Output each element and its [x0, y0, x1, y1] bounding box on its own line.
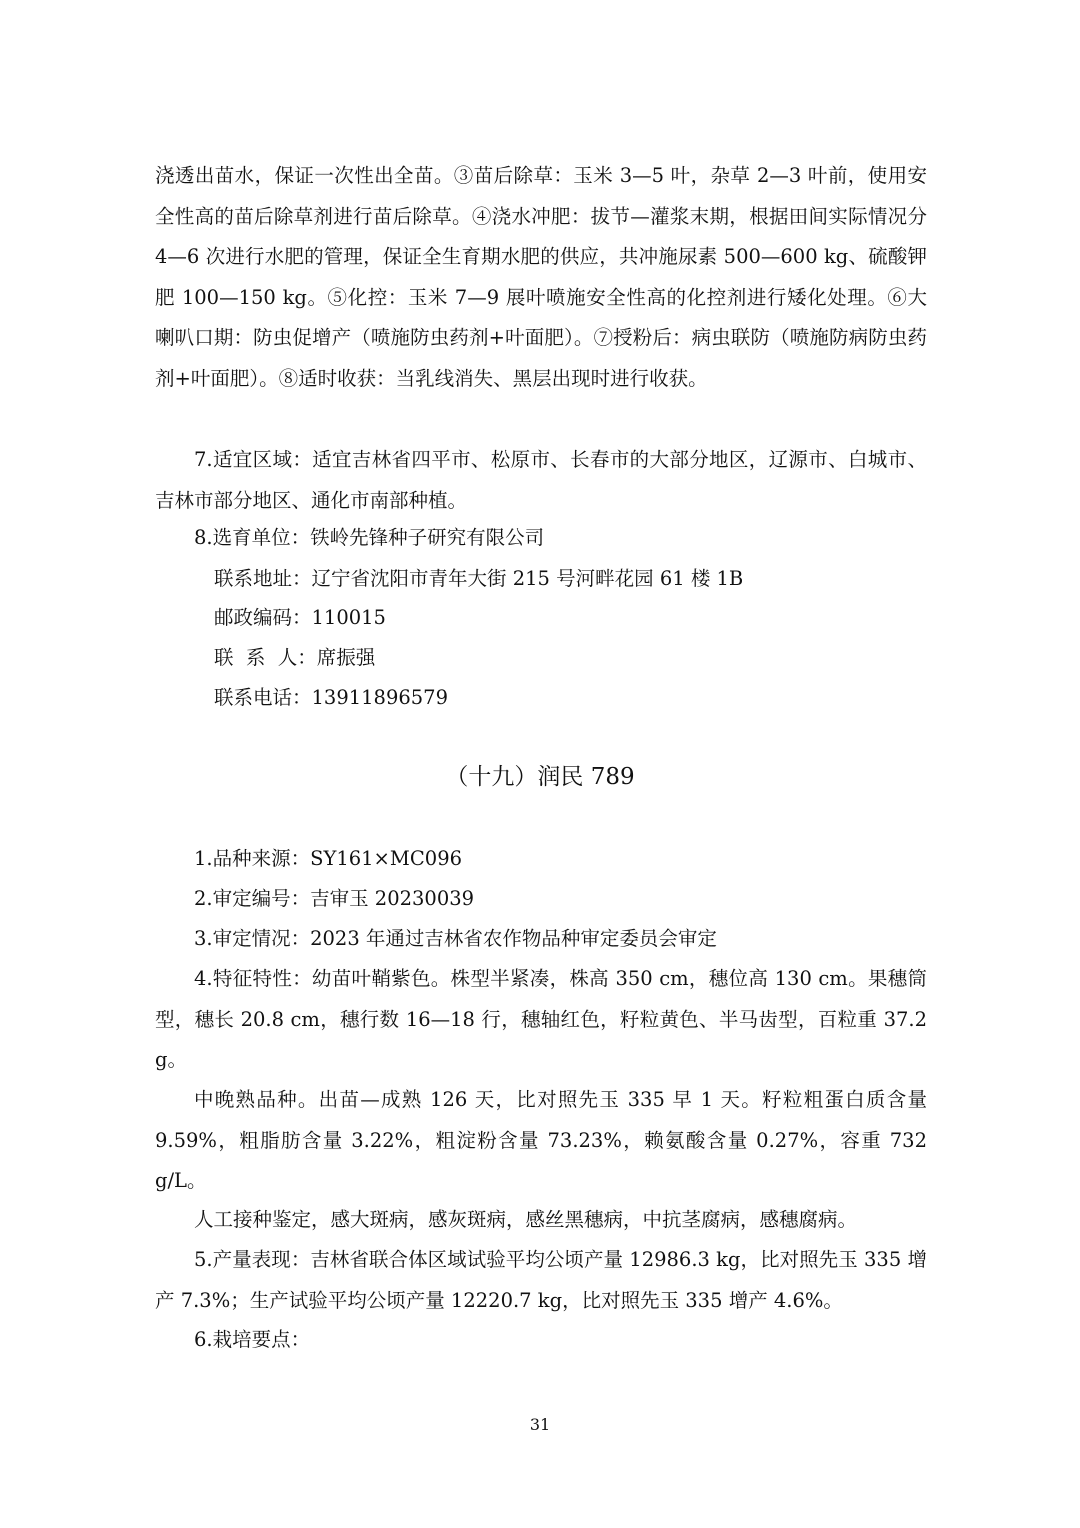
postal-code: 邮政编码：110015: [214, 606, 386, 629]
page-number: 31: [529, 1415, 551, 1434]
variety-title: （十九）润民 789: [445, 764, 635, 790]
cultivation-text-continued: 浇透出苗水，保证一次性出全苗。③苗后除草：玉米 3—5 叶，杂草 2—3 叶前，使用安全性高的苗后除草剂进行苗后除草。④浇水冲肥：拔节—灌浆末期，根据田间实际情况分 4—6 次进行水肥的管理，保证全生育期水肥的供应，共冲施尿素 500—600 kg、硫酸钾肥 100—150 kg。⑤化控：玉米 7—9 展叶喷施安全性高的化控剂进行矮化处理。⑥大喇叭口期：防虫促增产（喷施防虫药剂+叶面肥）。⑦授粉后：病虫联防（喷施防病防虫药剂+叶面肥）。⑧适时收获：当乳线消失、黑层出现时进行收获。: [155, 164, 927, 390]
contact-phone: 联系电话：13911896579: [214, 686, 448, 709]
cultivation-heading: 6.栽培要点：: [194, 1328, 311, 1351]
approval-number: 2.审定编号：吉审玉 20230039: [194, 887, 475, 910]
approval-status: 3.审定情况：2023 年通过吉林省农作物品种审定委员会审定: [194, 927, 717, 950]
maturity-quality: 中晚熟品种。出苗—成熟 126 天，比对照先玉 335 早 1 天。籽粒粗蛋白质含量 9.59%，粗脂肪含量 3.22%，粗淀粉含量 73.23%，赖氨酸含量 0.27%，容重 732 g/L。: [155, 1088, 927, 1192]
variety-source: 1.品种来源：SY161×MC096: [194, 847, 463, 870]
contact-address: 联系地址：辽宁省沈阳市青年大街 215 号河畔花园 61 楼 1B: [214, 567, 744, 590]
disease-resistance: 人工接种鉴定，感大斑病，感灰斑病，感丝黑穗病，中抗茎腐病，感穗腐病。: [194, 1208, 858, 1231]
characteristics: 4.特征特性：幼苗叶鞘紫色。株型半紧凑，株高 350 cm，穗位高 130 cm。果穗筒型，穗长 20.8 cm，穗行数 16—18 行，穗轴红色，籽粒黄色、半马齿型，百粒重 37.2 g。: [155, 967, 927, 1071]
contact-person: 联 系 人：席振强: [214, 646, 376, 669]
yield-performance: 5.产量表现：吉林省联合体区域试验平均公顷产量 12986.3 kg，比对照先玉 335 增产 7.3%；生产试验平均公顷产量 12220.7 kg，比对照先玉 335 增产 4.6%。: [155, 1248, 927, 1312]
suitable-region: 7.适宜区域：适宜吉林省四平市、松原市、长春市的大部分地区，辽源市、白城市、吉林市部分地区、通化市南部种植。: [155, 448, 927, 512]
breeding-unit: 8.选育单位：铁岭先锋种子研究有限公司: [194, 526, 545, 549]
